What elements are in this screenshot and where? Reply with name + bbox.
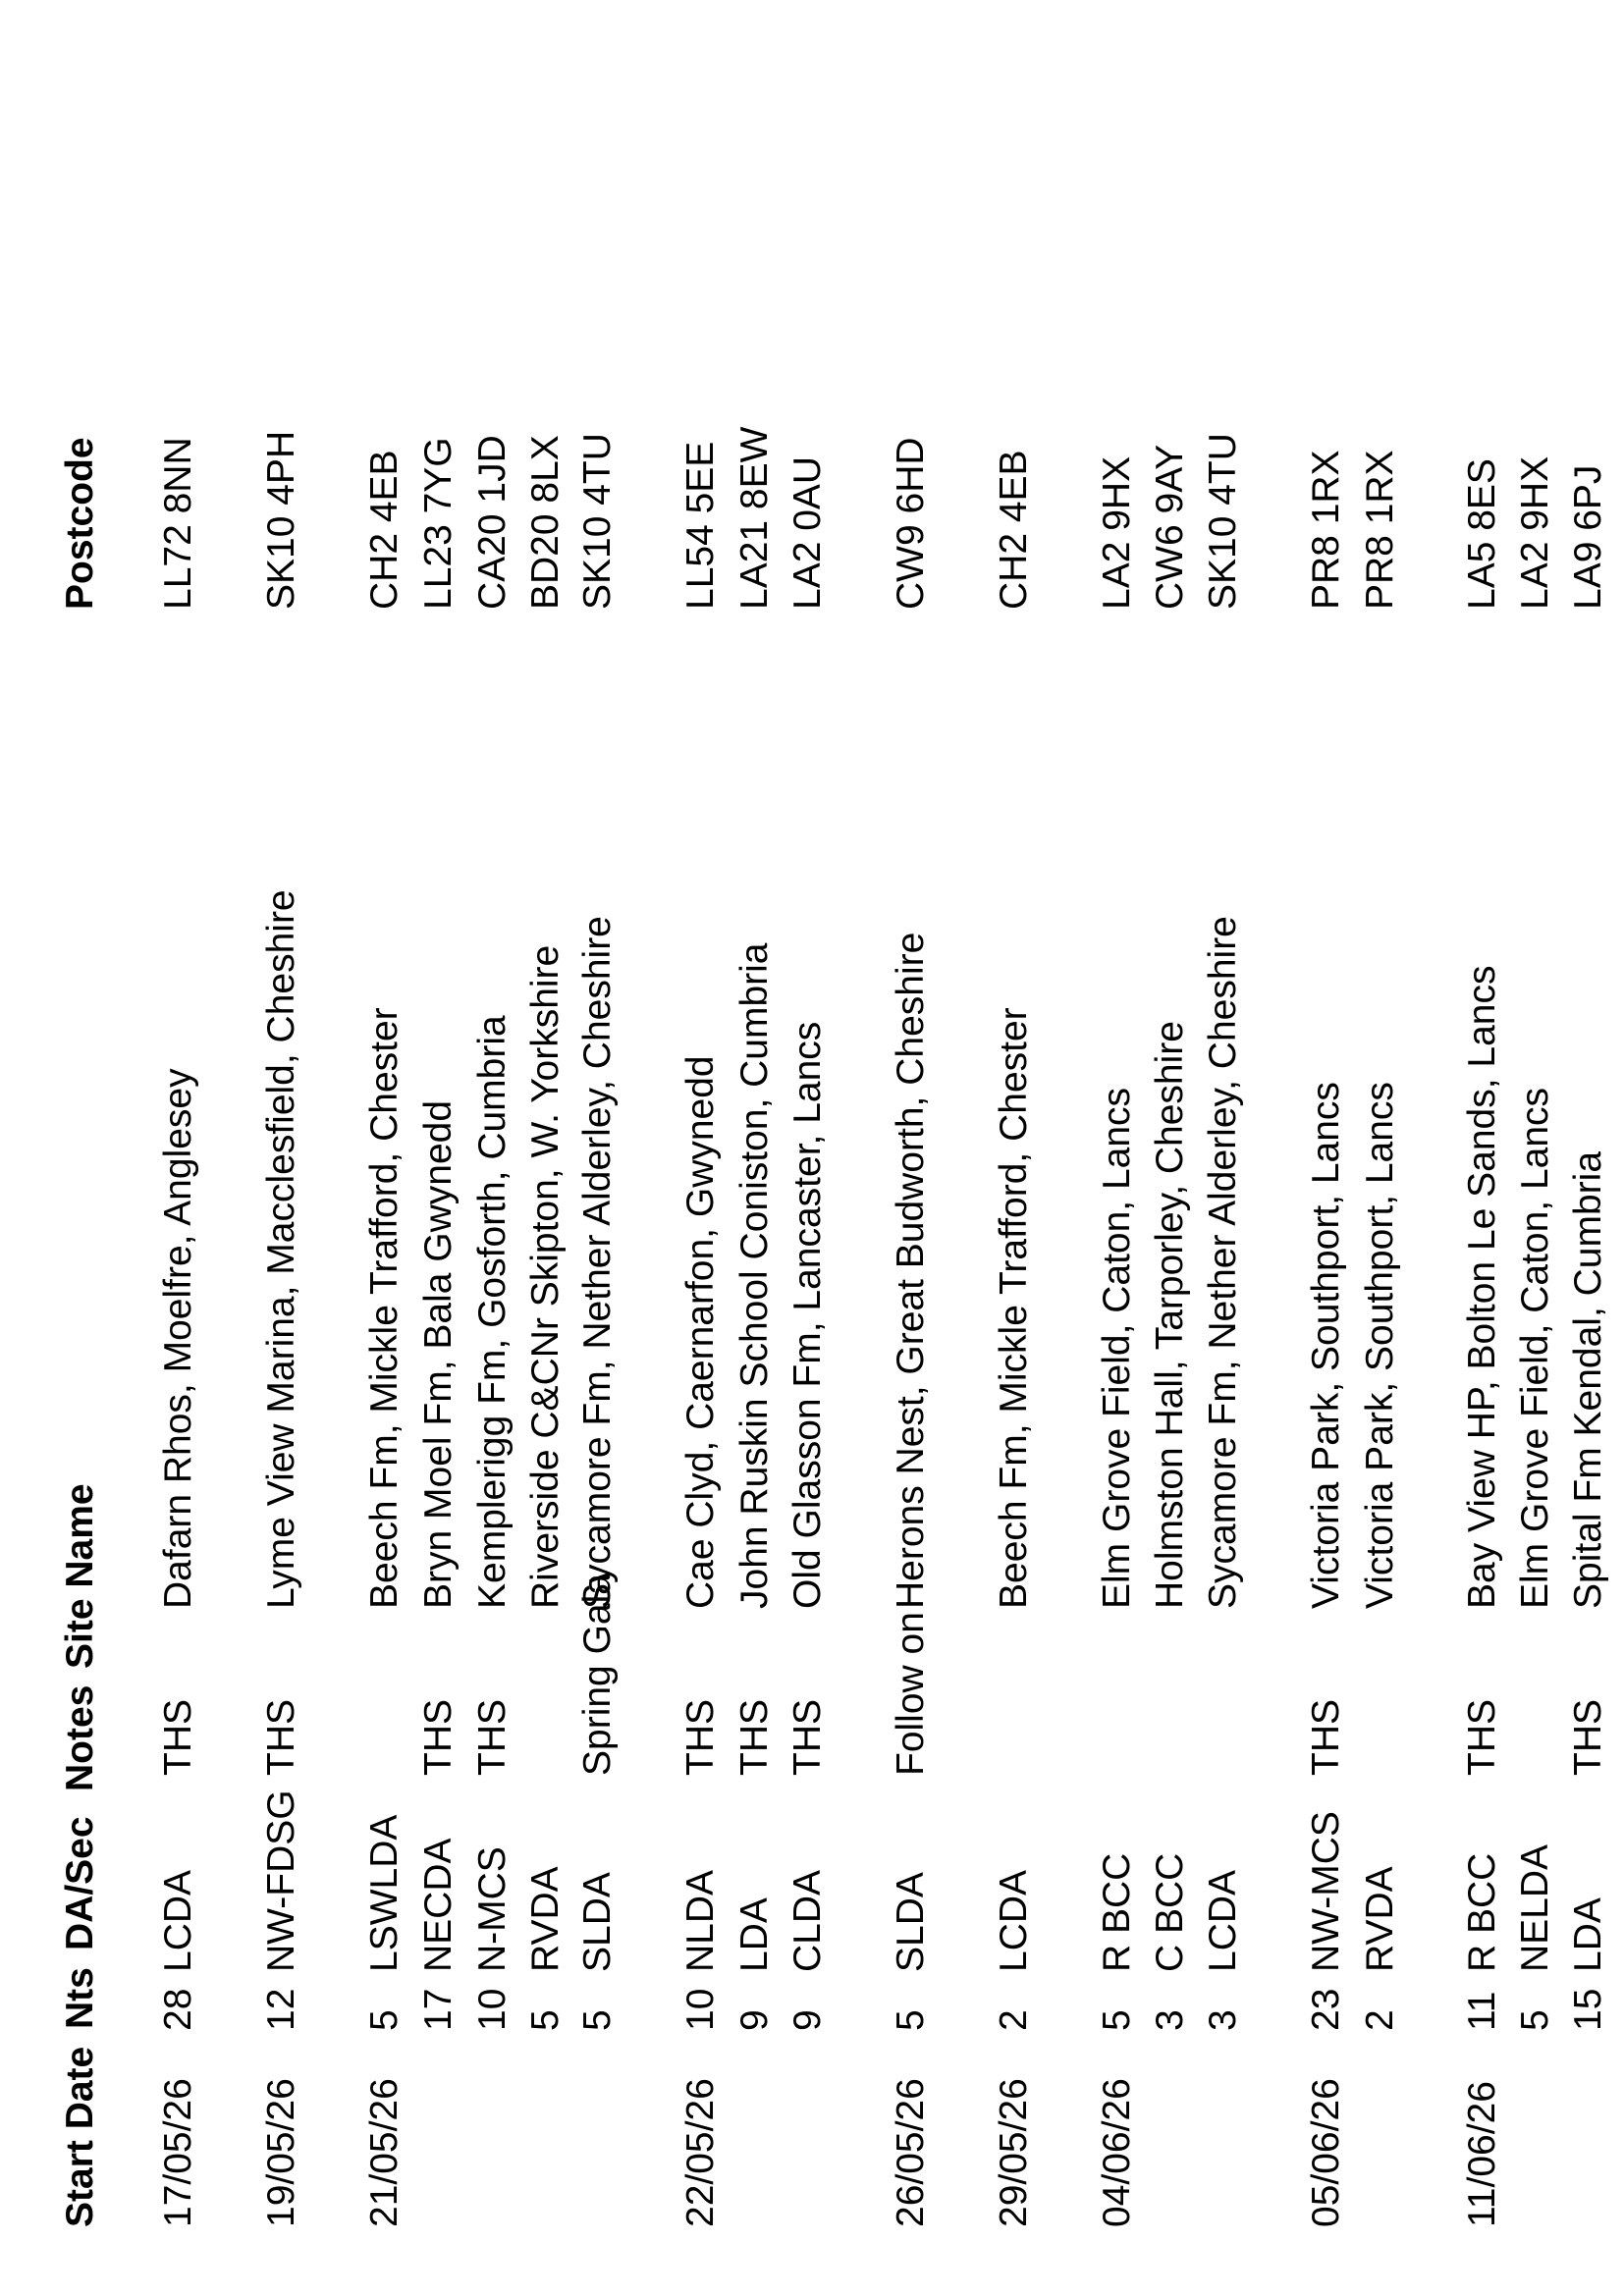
row-start-date: 11/06/26 xyxy=(1461,2081,1503,2227)
row-da-sec: LDA xyxy=(733,1897,776,1972)
row-nts: 3 xyxy=(1202,2009,1244,2031)
row-da-sec: N-MCS xyxy=(471,1846,514,1972)
row-postcode: LA2 0AU xyxy=(786,455,829,610)
row-da-sec: NECDA xyxy=(417,1838,460,1972)
row-nts: 28 xyxy=(157,1988,199,2031)
row-nts: 2 xyxy=(1359,2009,1401,2031)
row-postcode: CA20 1JD xyxy=(471,435,514,610)
row-nts: 9 xyxy=(786,2009,829,2031)
row-start-date: 26/05/26 xyxy=(890,2078,932,2227)
header-site-name: Site Name xyxy=(59,1483,101,1669)
row-site-name: Beech Fm, Mickle Trafford, Chester xyxy=(993,1007,1035,1609)
row-da-sec: SLDA xyxy=(890,1872,932,1972)
row-postcode: LL23 7YG xyxy=(417,437,460,610)
row-start-date: 21/05/26 xyxy=(363,2078,406,2227)
row-da-sec: RVDA xyxy=(1359,1866,1401,1972)
row-postcode: SK10 4PH xyxy=(260,430,302,610)
row-da-sec: NW-FDSG xyxy=(260,1789,302,1972)
row-nts: 5 xyxy=(363,2009,406,2031)
row-da-sec: SLDA xyxy=(576,1872,619,1972)
row-postcode: LA2 9HX xyxy=(1096,455,1138,610)
row-nts: 5 xyxy=(1096,2009,1138,2031)
row-postcode: PR8 1RX xyxy=(1359,450,1401,610)
row-postcode: LA5 8ES xyxy=(1461,458,1503,610)
row-site-name: Lyme View Marina, Macclesfield, Cheshire xyxy=(260,889,302,1609)
row-nts: 5 xyxy=(890,2009,932,2031)
row-postcode: CH2 4EB xyxy=(363,450,406,610)
row-start-date: 22/05/26 xyxy=(679,2078,722,2227)
row-postcode: CW9 6HD xyxy=(890,437,932,610)
row-site-name: Kemplerigg Fm, Gosforth, Cumbria xyxy=(471,1015,514,1609)
row-notes: THS xyxy=(260,1699,302,1776)
row-postcode: SK10 4TU xyxy=(576,433,619,610)
row-postcode: LA9 6PJ xyxy=(1567,464,1609,610)
row-site-name: Sycamore Fm, Nether Alderley, Cheshire xyxy=(576,916,619,1609)
row-start-date: 29/05/26 xyxy=(993,2078,1035,2227)
header-postcode: Postcode xyxy=(59,437,101,610)
row-notes: Follow on xyxy=(890,1612,932,1776)
row-da-sec: R BCC xyxy=(1461,1852,1503,1972)
row-postcode: CW6 9AY xyxy=(1149,444,1191,610)
row-notes: THS xyxy=(786,1699,829,1776)
row-notes: THS xyxy=(1567,1699,1609,1776)
row-postcode: LL54 5EE xyxy=(679,441,722,610)
row-nts: 17 xyxy=(417,1988,460,2031)
row-da-sec: LCDA xyxy=(993,1869,1035,1972)
row-notes: THS xyxy=(679,1699,722,1776)
row-da-sec: NELDA xyxy=(1514,1843,1556,1972)
row-start-date: 17/05/26 xyxy=(157,2078,199,2227)
row-site-name: Cae Clyd, Caernarfon, Gwynedd xyxy=(679,1055,722,1609)
row-site-name: Herons Nest, Great Budworth, Cheshire xyxy=(890,932,932,1609)
row-site-name: Bay View HP, Bolton Le Sands, Lancs xyxy=(1461,965,1503,1609)
row-start-date: 05/06/26 xyxy=(1305,2078,1347,2227)
row-da-sec: NW-MCS xyxy=(1305,1811,1347,1972)
row-nts: 9 xyxy=(733,2009,776,2031)
row-notes: THS xyxy=(157,1699,199,1776)
row-da-sec: R BCC xyxy=(1096,1852,1138,1972)
row-nts: 5 xyxy=(524,2009,567,2031)
row-start-date: 19/05/26 xyxy=(260,2078,302,2227)
row-notes: THS xyxy=(1305,1699,1347,1776)
row-postcode: CH2 4EB xyxy=(993,450,1035,610)
row-site-name: Beech Fm, Mickle Trafford, Chester xyxy=(363,1007,406,1609)
row-site-name: Holmston Hall, Tarporley, Cheshire xyxy=(1149,1021,1191,1609)
header-notes: Notes xyxy=(59,1684,101,1791)
header-nts: Nts xyxy=(59,1967,101,2029)
row-nts: 5 xyxy=(1514,2009,1556,2031)
row-postcode: SK10 4TU xyxy=(1202,433,1244,610)
row-da-sec: LSWLDA xyxy=(363,1814,406,1972)
row-notes: THS xyxy=(733,1699,776,1776)
row-site-name: Riverside C&CNr Skipton, W. Yorkshire xyxy=(524,944,567,1609)
row-da-sec: RVDA xyxy=(524,1866,567,1972)
row-postcode: PR8 1RX xyxy=(1305,450,1347,610)
row-nts: 10 xyxy=(679,1988,722,2031)
row-site-name: Victoria Park, Southport, Lancs xyxy=(1305,1082,1347,1609)
row-nts: 3 xyxy=(1149,2009,1191,2031)
row-site-name: Old Glasson Fm, Lancaster, Lancs xyxy=(786,1021,829,1609)
row-nts: 15 xyxy=(1567,1988,1609,2031)
row-site-name: Elm Grove Field, Caton, Lancs xyxy=(1514,1087,1556,1609)
row-notes: Spring Gala xyxy=(576,1574,619,1776)
row-notes: THS xyxy=(417,1699,460,1776)
header-da-sec: DA/Sec xyxy=(59,1816,101,1950)
row-postcode: BD20 8LX xyxy=(524,435,567,610)
row-da-sec: LCDA xyxy=(157,1869,199,1972)
row-postcode: LA21 8EW xyxy=(733,426,776,610)
row-site-name: Elm Grove Field, Caton, Lancs xyxy=(1096,1087,1138,1609)
row-nts: 10 xyxy=(471,1988,514,2031)
row-site-name: John Ruskin School Coniston, Cumbria xyxy=(733,942,776,1609)
row-da-sec: C BCC xyxy=(1149,1852,1191,1972)
row-site-name: Dafarn Rhos, Moelfre, Anglesey xyxy=(157,1068,199,1609)
row-start-date: 04/06/26 xyxy=(1096,2078,1138,2227)
row-site-name: Bryn Moel Fm, Bala Gwynedd xyxy=(417,1099,460,1609)
row-nts: 11 xyxy=(1461,1991,1503,2031)
row-site-name: Victoria Park, Southport, Lancs xyxy=(1359,1082,1401,1609)
row-postcode: LL72 8NN xyxy=(157,437,199,610)
row-nts: 23 xyxy=(1305,1988,1347,2031)
header-start-date: Start Date xyxy=(59,2046,101,2227)
row-site-name: Spital Fm Kendal, Cumbria xyxy=(1567,1150,1609,1609)
row-da-sec: LCDA xyxy=(1202,1869,1244,1972)
row-site-name: Sycamore Fm, Nether Alderley, Cheshire xyxy=(1202,916,1244,1609)
row-notes: THS xyxy=(1461,1699,1503,1776)
row-da-sec: LDA xyxy=(1567,1897,1609,1972)
row-nts: 5 xyxy=(576,2009,619,2031)
row-nts: 2 xyxy=(993,2009,1035,2031)
row-da-sec: CLDA xyxy=(786,1869,829,1972)
row-notes: THS xyxy=(471,1699,514,1776)
row-da-sec: NLDA xyxy=(679,1869,722,1972)
row-nts: 12 xyxy=(260,1988,302,2031)
row-postcode: LA2 9HX xyxy=(1514,455,1556,610)
